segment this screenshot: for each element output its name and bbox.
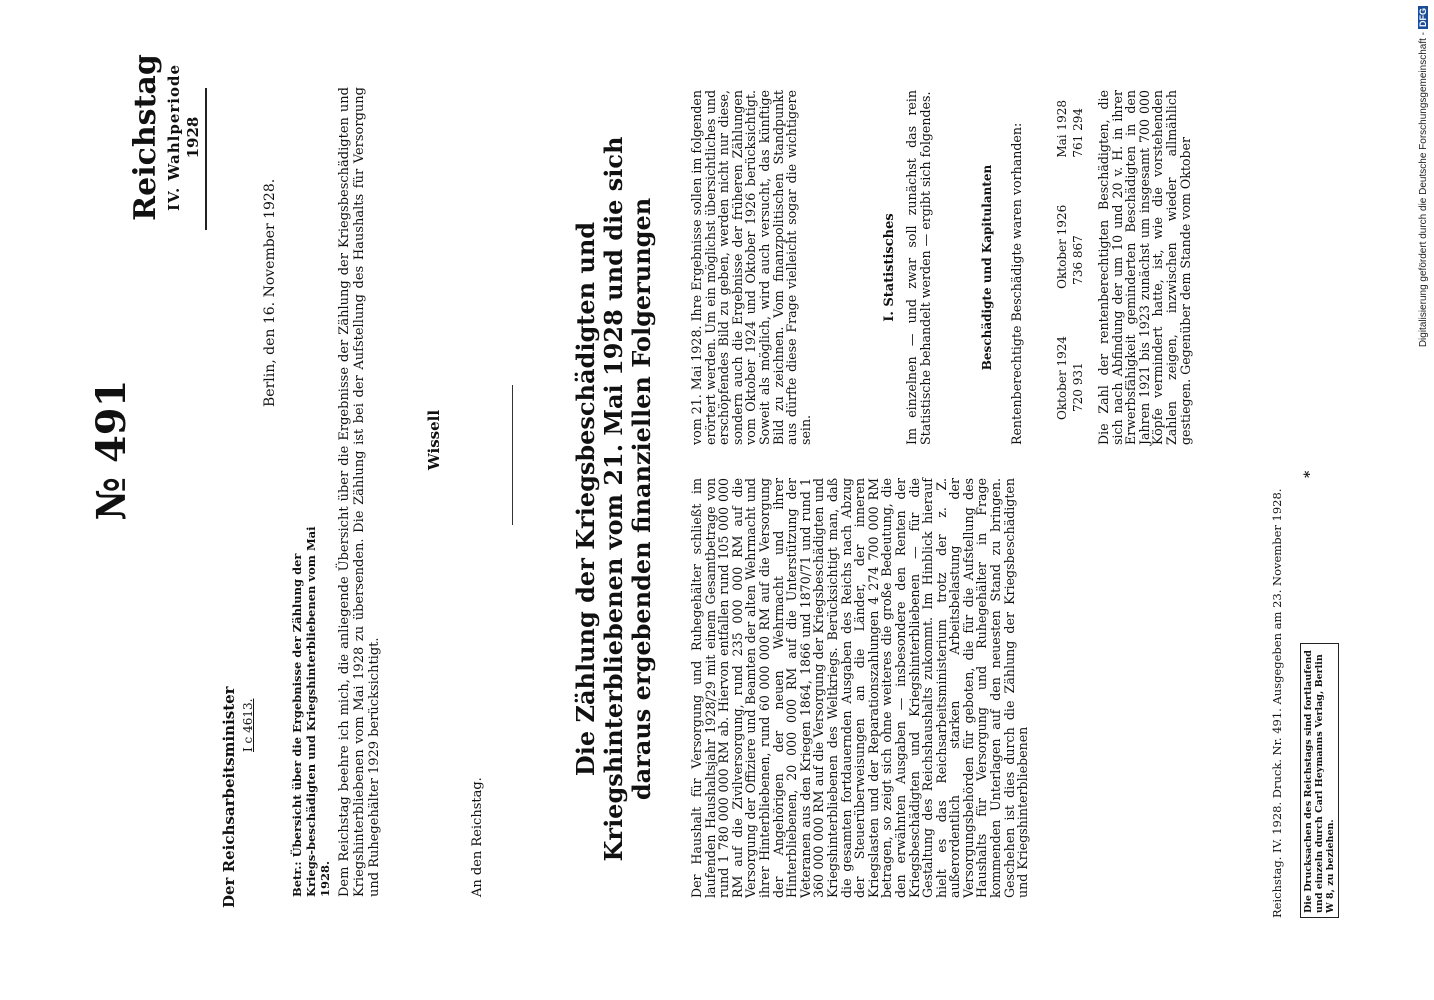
subject-line: Betr.: Übersicht über die Ergebnisse der Zählung der Kriegs-beschädigten und Kriegshinterbliebenen vom Mai 1928. [290,526,332,897]
reference-number: I c 4613. [241,698,255,752]
addressee: An den Reichstag. [470,777,485,897]
signature: Wissell [425,409,443,471]
stats-value: 761 294 [1071,108,1085,158]
text-column-1: Der Haushalt für Versorgung und Ruhegehälter schließt im laufenden Haushaltsjahr 1928/29 mit einem Gesamtbetrage von rund 1 780 000 000 RM ab. Hiervon entfallen rund 105 000 000 RM auf die Zivilversorgung, rund 235 000 000 RM auf die Versorgung der Offiziere und Beamten der alten Wehrmacht und ihrer Hinterbliebenen, rund 60 000 000 RM auf die Versorgung der Angehörigen der neuen Wehrmacht und ihrer Hinterbliebenen, 20 000 000 RM auf die Unterstützung der Veteranen aus den Kriegen 1864, 1866 und 1870/71 und rund 1 360 000 000 RM auf die Versorgung der Kriegsbeschädigten und Kriegshinterbliebenen des Weltkriegs. Berücksichtigt man, daß die gesamten fortdauernden Ausgaben des Reichs nach Abzug der Steuerüberweisungen an die Länder, der inneren Kriegslasten und der Reparationszahlungen 4 274 700 000 RM betragen, so zeigt sich ohne weiteres die große Bedeutung, die den erwähnten Ausgaben — insbesondere den Renten der Kriegsbeschädigten und Kriegshinterbliebenen — für die Gestaltung des Reichshaushalts zukommt. Im Hinblick hierauf hielt es das Reichsarbeitsministerium trotz der z. Z. außerordentlich starken Arbeitsbelastung der Versorgungsbehörden für geboten, die für die Aufstellung des Haushalts für Versorgung und Ruhegehälter in Frage kommenden Unterlagen auf den neuesten Stand zu bringen. Geschehen ist dies durch die Zählung der Kriegsbeschädigten und Kriegshinterbliebenen [689,478,1031,898]
text-column-2-intro: vom 21. Mai 1928. Ihre Ergebnisse sollen im folgenden erörtert werden. Um ein möglichst übersichtliches und erschöpfendes Bild zu geben, werden nicht nur diese, sondern auch die Ergebnisse der früheren Zählungen vom Oktober 1924 und Oktober 1926 berücksichtigt. Soweit als möglich, wird auch versucht, das künftige Bild zu zeichnen. Vom finanzpolitischen Standpunkt aus dürfte diese Frage vielleicht sogar die wichtigere sein. [689,90,813,445]
stats-table [1055,100,1085,420]
stats-header: Oktober 1924 [1055,335,1069,420]
asterisk-mark: * [1302,470,1318,478]
stats-value: 736 867 [1071,235,1085,285]
digitization-credit [1418,6,1432,406]
dfg-logo: DFG [1418,8,1428,27]
ordering-notice: Die Drucksachen des Reichstags sind fortlaufend und einzeln durch Carl Heymanns Verlag, Berlin W 8, zu beziehen. [1300,643,1339,918]
main-title: Die Zählung der Kriegsbeschädigten und Kriegshinterbliebenen vom 21. Mai 1928 und die sich daraus ergebenden finanziellen Folgerungen [571,136,656,862]
stats-table-value-row [1071,100,1085,420]
section-heading: I. Statistisches [882,213,897,322]
masthead-rule [205,88,207,230]
section-divider [512,385,513,525]
date-line: Berlin, den 16. November 1928. [262,178,278,407]
letter-body: Dem Reichstag beehre ich mich, die anliegende Übersicht über die Ergebnisse der Zählung der Kriegsbeschädigten und Kriegshinterbliebenen vom Mai 1928 zu übersenden. Die Zählung ist bei der Aufstellung des Haushalts für Versorgung und Ruhegehälter 1929 berücksichtigt. [337,87,382,897]
masthead-title: Reichstag [128,54,163,221]
text-column-2-tail: Die Zahl der rentenberechtigten Beschädigten, die sich nach Abfindung der um 10 und 20 v. H. in ihrer Erwerbsfähigkeit geminderten Beschädigten in den Jahren 1921 bis 1923 zunächst um insgesamt 700 000 Köpfe vermindert hatte, ist, wie die vorstehenden Zahlen zeigen, inzwischen wieder allmählich gestiegen. Gegenüber dem Stande vom Oktober [1096,90,1193,445]
subsection-intro: Rentenberechtigte Beschädigte waren vorhanden: [1009,122,1024,445]
stats-header: Oktober 1926 [1055,204,1069,289]
section-intro: Im einzelnen — und zwar soll zunächst das rein Statistische behandelt werden — ergibt sich folgendes. [904,90,933,445]
subsection-heading: Beschädigte und Kapitulanten [980,164,994,371]
document-number: № 491 [88,379,135,521]
issue-line: Reichstag. IV. 1928. Druck. Nr. 491. Ausgegeben am 23. November 1928. [1270,488,1284,918]
stats-value: 720 931 [1071,362,1085,412]
masthead-period: IV. Wahlperiode [165,64,183,212]
digitization-credit-text: Digitalisierung gefördert durch die Deutsche Forschungsgemeinschaft - [1418,32,1429,348]
stats-header: Mai 1928 [1055,100,1069,158]
masthead-year: 1928 [184,116,202,159]
stats-table-header-row [1055,100,1069,420]
minister-heading: Der Reichsarbeitsminister [220,686,238,908]
